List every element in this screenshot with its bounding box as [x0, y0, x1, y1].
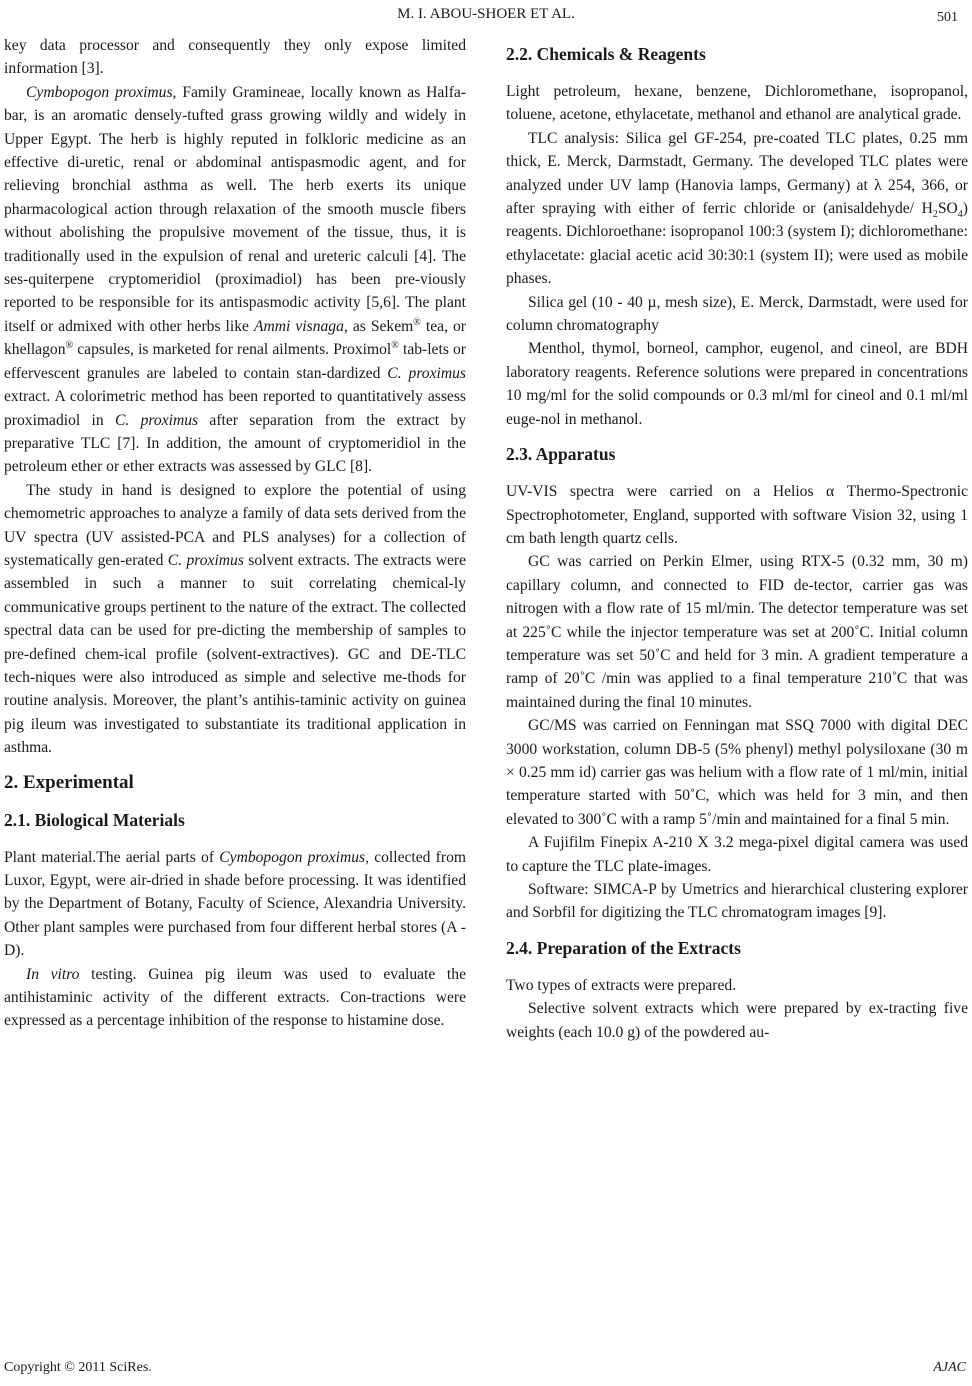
- paragraph: In vitro testing. Guinea pig ileum was used to evaluate the antihistaminic activity of the different extracts. Con-tractions were expressed as a percentage inhibition of the response to histamine dose.: [4, 965, 466, 1030]
- paragraph: A Fujifilm Finepix A-210 X 3.2 mega-pixel digital camera was used to capture the TLC plate-images.: [506, 834, 968, 875]
- paragraph: TLC analysis: Silica gel GF-254, pre-coated TLC plates, 0.25 mm thick, E. Merck, Darmstadt, Germany. The developed TLC plates were analyzed under UV lamp (Hanovia lamps, Germany) at λ 254, 366, or after spraying with either of ferric chloride or (anisaldehyde/ $H_2SO_4$) reagents. Dichloroethane: isopropanol 100:3 (system I); dichloromethane: ethylacetate: glacial acetic acid 30:30:1 (system II); were used as mobile phases.: [506, 129, 968, 288]
- subsection-heading-biological-materials: 2.1. Biological Materials: [4, 809, 185, 830]
- paragraph: UV-VIS spectra were carried on a Helios α Thermo-Spectronic Spectrophotometer, England, supported with software Vision 32, using 1 cm bath length quartz cells.: [506, 483, 968, 547]
- right-column: [506, 34, 968, 1044]
- paragraph: Cymbopogon proximus, Family Gramineae, locally known as Halfa-bar, is an aromatic densely-tufted grass growing wildly and widely in Upper Egypt. The herb is highly reputed in folkloric medicine as an effective di-uretic, renal or abdominal antispasmodic agent, and for relieving bronchial asthma as well. The herb exerts its unique pharmacological action through relaxation of the smooth muscle fibers without abolishing the propulsive movement of the tissue, thus, it is traditionally used in the expulsion of renal and ureteric calculi [4]. The ses-quiterpene cryptomeridiol (proximadiol) has been pre-viously reported to be responsible for its antispasmodic activity [5,6]. The plant itself or admixed with other herbs like Ammi visnaga, as Sekem® tea, or khellagon® capsules, is marketed for renal ailments. Proximol® tab-lets or effervescent granules are labeled to contain stan-dardized C. proximus extract. A colorimetric method has been reported to quantitatively assess proximadiol in C. proximus after separation from the extract by preparative TLC [7]. In addition, the amount of cryptomeridiol in the petroleum ether or ether extracts was assessed by GLC [8].: [4, 83, 467, 476]
- paragraph: Silica gel (10 - 40 µ, mesh size), E. Merck, Darmstadt, were used for column chromatography: [506, 293, 968, 335]
- paragraph: key data processor and consequently they only expose limited information [3].: [4, 37, 466, 78]
- paragraph: Software: SIMCA-P by Umetrics and hierarchical clustering explorer and Sorbfil for digitizing the TLC chromatogram images [9].: [506, 881, 968, 922]
- paragraph: Menthol, thymol, borneol, camphor, eugenol, and cineol, are BDH laboratory reagents. Reference solutions were prepared in concentrations 10 mg/ml for the solid compounds or 0.3 ml/ml for cineol and 0.1 ml/ml euge-nol in methanol.: [506, 340, 968, 428]
- subsection-heading-chemicals: 2.2. Chemicals & Reagents: [506, 44, 706, 64]
- journal-abbreviation: AJAC: [933, 1360, 966, 1375]
- paragraph: GC/MS was carried on Fenningan mat SSQ 7000 with digital DEC 3000 workstation, column DB-5 (5% phenyl) methyl polysiloxane (30 m × 0.25 mm id) carrier gas was helium with a flow rate of 1 ml/min, initial temperature started with 50˚C, which was held for 3 min, and then elevated to 300˚C with a ramp 5˚/min and maintained for a final 5 min.: [506, 717, 968, 828]
- subsection-heading-apparatus: 2.3. Apparatus: [506, 444, 616, 465]
- left-column: [4, 34, 466, 1033]
- paragraph: Light petroleum, hexane, benzene, Dichloromethane, isopropanol, toluene, acetone, ethylacetate, methanol and ethanol are analytical grade.: [506, 83, 968, 124]
- paragraph: Selective solvent extracts which were prepared by ex-tracting five weights (each 10.0 g) of the powdered au-: [506, 1000, 968, 1041]
- section-heading-experimental: 2. Experimental: [4, 771, 134, 793]
- subsection-heading-preparation: 2.4. Preparation of the Extracts: [506, 937, 741, 958]
- paragraph: Two types of extracts were prepared.: [506, 976, 737, 994]
- page-number: 501: [937, 10, 958, 25]
- copyright-notice: Copyright © 2011 SciRes.: [4, 1360, 152, 1375]
- species-name: Cymbopogon proximus: [26, 83, 173, 101]
- paragraph: Plant material.The aerial parts of Cymbopogon proximus, collected from Luxor, Egypt, were air-dried in shade before processing. It was identified by the Department of Botany, Faculty of Science, Alexandria University. Other plant samples were purchased from four different herbal stores (A - D).: [4, 848, 466, 960]
- paragraph: GC was carried on Perkin Elmer, using RTX-5 (0.32 mm, 30 m) capillary column, and connected to FID de-tector, carrier gas was nitrogen with a flow rate of 15 ml/min. The detector temperature was set at 225˚C while the injector temperature was set at 200˚C. Initial column temperature was set 50˚C and held for 3 min. A gradient temperature a ramp of 20˚C /min was applied to a final temperature 210˚C that was maintained during the final 10 minutes.: [506, 553, 968, 711]
- running-header: [0, 6, 972, 28]
- running-head-authors: M. I. ABOU-SHOER ET AL.: [397, 6, 575, 22]
- paragraph: The study in hand is designed to explore the potential of using chemometric approaches to analyze a family of data sets derived from the UV spectra (UV assisted-PCA and PLS analyses) for a collection of systematically gen-erated C. proximus solvent extracts. The extracts were assembled in such a manner to suit correlating chemical-ly communicative groups pertinent to the nature of the extract. The collected spectral data can be used for pre-dicting the membership of samples to pre-defined chem-ical profile (solvent-extractives). GC and DE-TLC tech-niques were also introduced as simple and selective me-thods for routine analysis. Moreover, the plant’s antihis-taminic activity on guinea pig ileum was investigated to substantiate its traditional application in asthma.: [4, 481, 466, 757]
